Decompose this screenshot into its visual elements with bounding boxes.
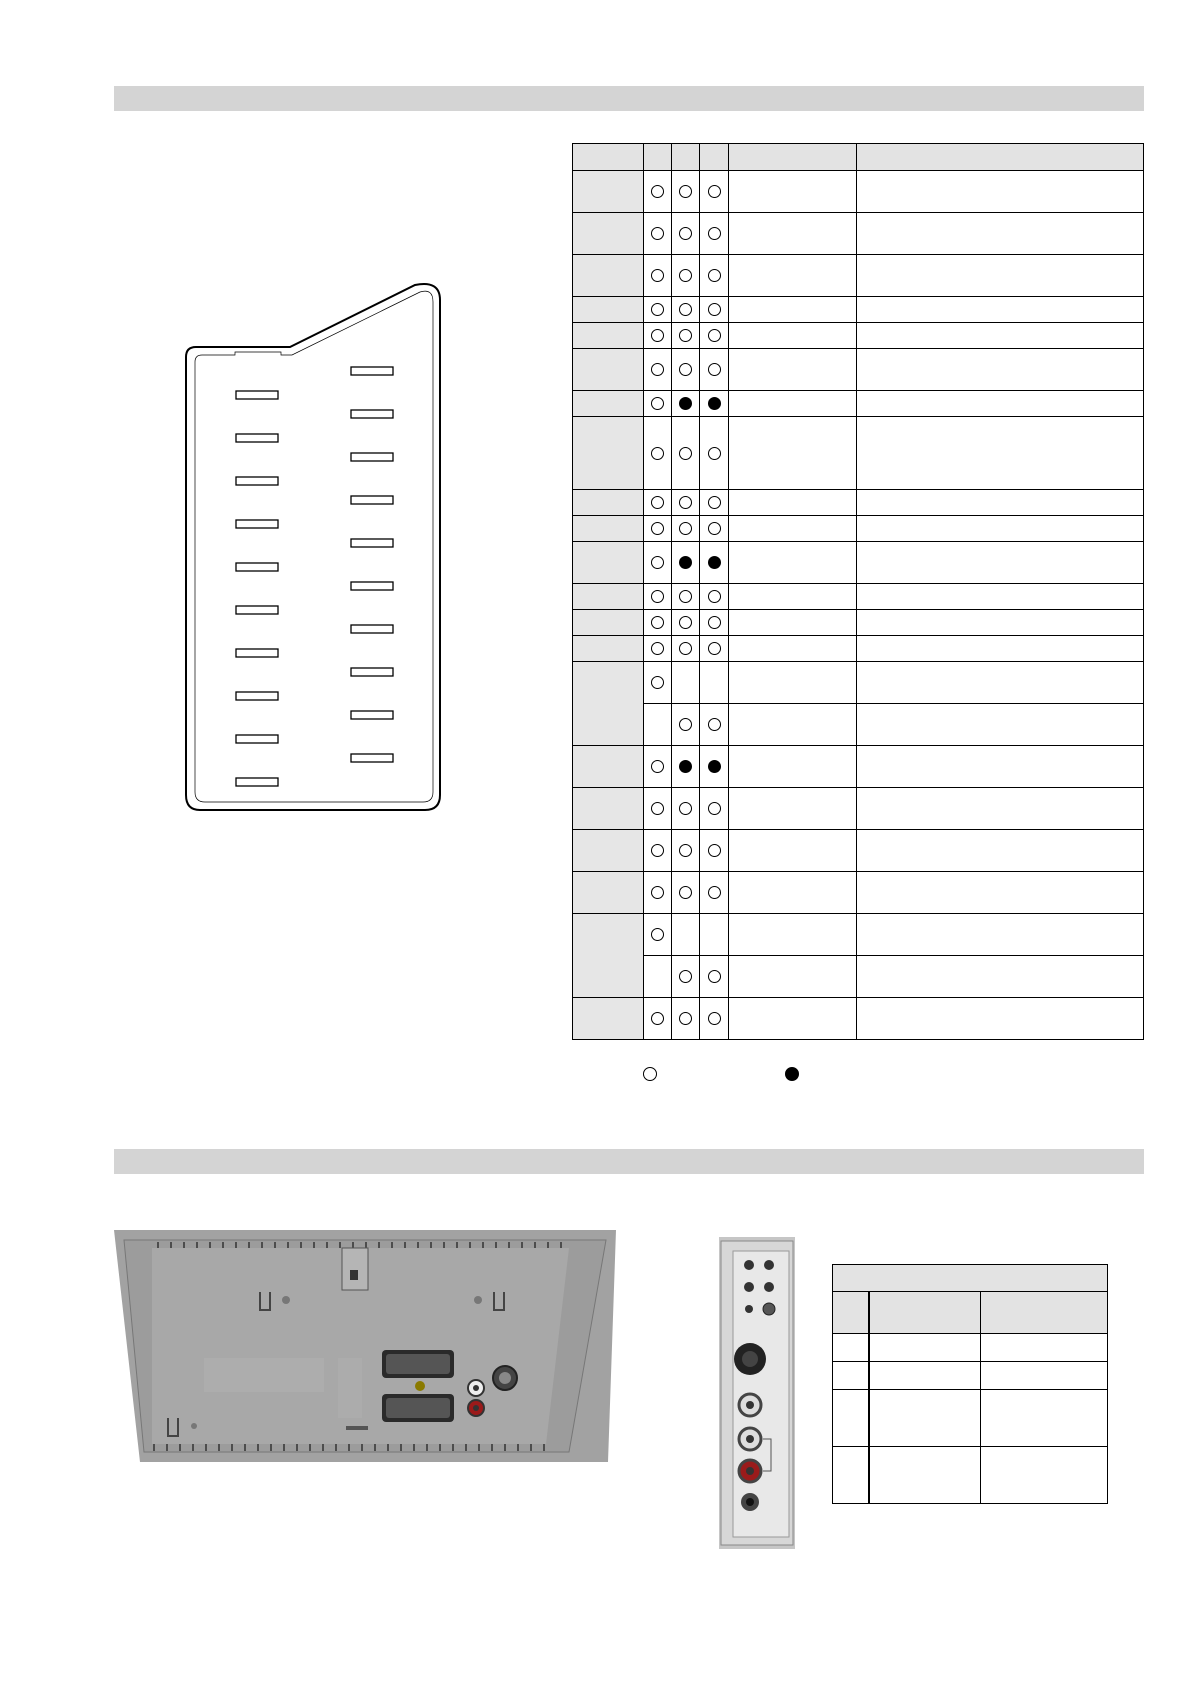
pin-number bbox=[573, 830, 644, 872]
header-pin bbox=[573, 144, 644, 171]
pin-row bbox=[573, 490, 1144, 516]
signal-cell bbox=[729, 391, 857, 417]
signal-cell bbox=[729, 636, 857, 662]
symbol-cell bbox=[644, 872, 672, 914]
open-circle-icon bbox=[651, 616, 664, 629]
level-cell bbox=[857, 746, 1144, 788]
signal-cell bbox=[729, 297, 857, 323]
pin-row bbox=[573, 516, 1144, 542]
scart-pin bbox=[236, 649, 278, 657]
level-cell bbox=[857, 349, 1144, 391]
symbol-cell bbox=[700, 391, 729, 417]
pin-number bbox=[573, 171, 644, 213]
symbol-cell bbox=[672, 255, 700, 297]
filled-circle-icon bbox=[679, 556, 692, 569]
symbol-cell bbox=[644, 490, 672, 516]
pin-row bbox=[573, 636, 1144, 662]
symbol-cell bbox=[672, 830, 700, 872]
open-circle-icon bbox=[651, 886, 664, 899]
symbol-cell bbox=[644, 349, 672, 391]
symbol-cell bbox=[672, 914, 700, 956]
open-circle-icon bbox=[708, 970, 721, 983]
signal-cell bbox=[729, 417, 857, 490]
open-circle-icon bbox=[651, 556, 664, 569]
open-circle-icon bbox=[651, 844, 664, 857]
open-circle-icon bbox=[708, 590, 721, 603]
open-circle-icon bbox=[708, 642, 721, 655]
open-circle-icon bbox=[679, 496, 692, 509]
filled-circle-icon bbox=[679, 397, 692, 410]
side-table-header-signal bbox=[981, 1292, 1108, 1334]
signal-cell bbox=[729, 490, 857, 516]
signal-cell bbox=[729, 746, 857, 788]
scart-pin bbox=[351, 668, 393, 676]
pin-row bbox=[573, 323, 1144, 349]
signal-cell bbox=[729, 788, 857, 830]
symbol-cell bbox=[672, 956, 700, 998]
scart-pin bbox=[236, 778, 278, 786]
pin-row bbox=[573, 914, 1144, 956]
scart-pin bbox=[351, 582, 393, 590]
pin-row bbox=[573, 788, 1144, 830]
open-circle-icon bbox=[708, 522, 721, 535]
open-circle-icon bbox=[651, 642, 664, 655]
level-cell bbox=[857, 391, 1144, 417]
symbol-cell bbox=[672, 516, 700, 542]
scart-pin bbox=[351, 410, 393, 418]
scart-pin bbox=[351, 367, 393, 375]
open-circle-icon bbox=[708, 802, 721, 815]
symbol-cell bbox=[700, 746, 729, 788]
open-circle-icon bbox=[679, 522, 692, 535]
signal-cell bbox=[729, 584, 857, 610]
open-circle-icon bbox=[708, 844, 721, 857]
open-circle-icon bbox=[651, 676, 664, 689]
level-cell bbox=[857, 323, 1144, 349]
symbol-cell bbox=[644, 998, 672, 1040]
pin-number bbox=[573, 391, 644, 417]
open-circle-icon bbox=[651, 447, 664, 460]
pin-row bbox=[573, 297, 1144, 323]
pin-number bbox=[573, 417, 644, 490]
pin-row bbox=[573, 417, 1144, 490]
pin-number bbox=[573, 788, 644, 830]
section-band-bottom bbox=[114, 1149, 1144, 1174]
symbol-cell bbox=[644, 391, 672, 417]
header-col-1 bbox=[644, 144, 672, 171]
symbol-cell bbox=[672, 746, 700, 788]
open-circle-icon bbox=[651, 760, 664, 773]
symbol-cell bbox=[644, 830, 672, 872]
scart-pins-right bbox=[351, 367, 393, 762]
open-circle-icon bbox=[708, 269, 721, 282]
pin-number bbox=[573, 297, 644, 323]
symbol-cell bbox=[644, 297, 672, 323]
open-circle-icon bbox=[679, 303, 692, 316]
open-circle-icon bbox=[679, 269, 692, 282]
scart-pin bbox=[236, 477, 278, 485]
level-cell bbox=[857, 610, 1144, 636]
symbol-cell bbox=[700, 662, 729, 704]
scart-pin bbox=[351, 625, 393, 633]
side-table-header-connector bbox=[869, 1292, 981, 1334]
symbol-cell bbox=[700, 297, 729, 323]
level-cell bbox=[857, 213, 1144, 255]
pin-number bbox=[573, 255, 644, 297]
level-cell bbox=[857, 998, 1144, 1040]
symbol-cell bbox=[672, 490, 700, 516]
pin-number bbox=[573, 610, 644, 636]
pin-table-header bbox=[573, 144, 1144, 171]
pin-number bbox=[573, 914, 644, 998]
side-panel-photo bbox=[719, 1237, 795, 1549]
symbol-cell bbox=[700, 171, 729, 213]
signal-cell bbox=[729, 171, 857, 213]
pin-number bbox=[573, 636, 644, 662]
signal-cell bbox=[729, 704, 857, 746]
open-circle-icon bbox=[679, 970, 692, 983]
symbol-cell bbox=[644, 956, 672, 998]
symbol-cell bbox=[700, 704, 729, 746]
open-circle-icon bbox=[708, 363, 721, 376]
pin-row bbox=[573, 584, 1144, 610]
open-circle-icon bbox=[708, 303, 721, 316]
symbol-cell bbox=[672, 998, 700, 1040]
open-circle-icon bbox=[679, 616, 692, 629]
level-cell bbox=[857, 914, 1144, 956]
symbol-cell bbox=[700, 610, 729, 636]
open-circle-icon bbox=[651, 496, 664, 509]
symbol-cell bbox=[672, 542, 700, 584]
scart-pin bbox=[351, 754, 393, 762]
open-circle-icon bbox=[679, 844, 692, 857]
symbol-cell bbox=[672, 788, 700, 830]
signal-cell bbox=[729, 662, 857, 704]
header-col-2 bbox=[672, 144, 700, 171]
symbol-cell bbox=[700, 788, 729, 830]
symbol-cell bbox=[700, 998, 729, 1040]
symbol-cell bbox=[644, 914, 672, 956]
symbol-cell bbox=[700, 872, 729, 914]
symbol-cell bbox=[700, 349, 729, 391]
symbol-cell bbox=[672, 297, 700, 323]
symbol-cell bbox=[644, 584, 672, 610]
pin-assignment-table bbox=[572, 143, 1144, 1040]
symbol-cell bbox=[700, 417, 729, 490]
symbol-cell bbox=[672, 349, 700, 391]
symbol-cell bbox=[672, 391, 700, 417]
side-table-title bbox=[833, 1265, 1108, 1292]
symbol-cell bbox=[644, 542, 672, 584]
pin-row bbox=[573, 704, 1144, 746]
level-cell bbox=[857, 788, 1144, 830]
open-circle-icon bbox=[651, 227, 664, 240]
open-circle-icon bbox=[708, 227, 721, 240]
side-connector-table bbox=[832, 1264, 1108, 1504]
level-cell bbox=[857, 830, 1144, 872]
open-circle-icon bbox=[708, 496, 721, 509]
scart-connector-diagram bbox=[0, 0, 460, 840]
symbol-cell bbox=[700, 956, 729, 998]
symbol-cell bbox=[644, 516, 672, 542]
symbol-cell bbox=[672, 417, 700, 490]
signal-cell bbox=[729, 516, 857, 542]
open-circle-icon bbox=[679, 1012, 692, 1025]
rear-panel-photo bbox=[114, 1230, 616, 1462]
open-circle-icon bbox=[651, 1012, 664, 1025]
scart-pin bbox=[236, 563, 278, 571]
symbol-cell bbox=[672, 662, 700, 704]
symbol-cell bbox=[700, 490, 729, 516]
scart-pin bbox=[351, 496, 393, 504]
pin-row bbox=[573, 956, 1144, 998]
pin-number bbox=[573, 872, 644, 914]
open-circle-icon bbox=[708, 886, 721, 899]
open-circle-icon bbox=[651, 185, 664, 198]
open-circle-icon bbox=[679, 363, 692, 376]
scart-pin bbox=[236, 735, 278, 743]
level-cell bbox=[857, 255, 1144, 297]
open-circle-icon bbox=[679, 590, 692, 603]
level-cell bbox=[857, 297, 1144, 323]
symbol-cell bbox=[644, 171, 672, 213]
scart-pin bbox=[236, 520, 278, 528]
pin-number bbox=[573, 746, 644, 788]
pin-number bbox=[573, 584, 644, 610]
scart-pin bbox=[351, 453, 393, 461]
open-circle-icon bbox=[679, 886, 692, 899]
signal-cell bbox=[729, 956, 857, 998]
pin-row bbox=[573, 662, 1144, 704]
symbol-cell bbox=[672, 213, 700, 255]
scart-inner-outline bbox=[195, 291, 433, 802]
scart-pin bbox=[236, 692, 278, 700]
level-cell bbox=[857, 704, 1144, 746]
symbol-cell bbox=[672, 636, 700, 662]
open-circle-icon bbox=[679, 227, 692, 240]
symbol-cell bbox=[644, 610, 672, 636]
level-cell bbox=[857, 542, 1144, 584]
open-circle-icon bbox=[679, 185, 692, 198]
symbol-cell bbox=[672, 171, 700, 213]
open-circle-icon bbox=[651, 802, 664, 815]
open-circle-icon bbox=[679, 802, 692, 815]
header-col-3 bbox=[700, 144, 729, 171]
symbol-cell bbox=[644, 704, 672, 746]
open-circle-icon bbox=[708, 329, 721, 342]
pin-row bbox=[573, 349, 1144, 391]
side-table-header-num bbox=[833, 1292, 869, 1334]
signal-cell bbox=[729, 323, 857, 349]
symbol-cell bbox=[700, 323, 729, 349]
filled-circle-icon bbox=[708, 760, 721, 773]
symbol-cell bbox=[672, 584, 700, 610]
open-circle-icon bbox=[651, 303, 664, 316]
open-circle-icon bbox=[708, 616, 721, 629]
signal-cell bbox=[729, 542, 857, 584]
open-circle-icon bbox=[679, 447, 692, 460]
symbol-cell bbox=[700, 542, 729, 584]
open-circle-icon bbox=[708, 1012, 721, 1025]
header-signal bbox=[729, 144, 857, 171]
pin-number bbox=[573, 349, 644, 391]
signal-cell bbox=[729, 213, 857, 255]
filled-circle-icon bbox=[708, 556, 721, 569]
symbol-cell bbox=[644, 255, 672, 297]
level-cell bbox=[857, 490, 1144, 516]
symbol-cell bbox=[672, 323, 700, 349]
symbol-cell bbox=[700, 516, 729, 542]
open-circle-icon bbox=[651, 928, 664, 941]
signal-cell bbox=[729, 998, 857, 1040]
open-circle-icon bbox=[651, 590, 664, 603]
level-cell bbox=[857, 956, 1144, 998]
symbol-cell bbox=[644, 636, 672, 662]
scart-pin bbox=[351, 539, 393, 547]
scart-pin bbox=[236, 434, 278, 442]
open-circle-icon bbox=[708, 185, 721, 198]
symbol-cell bbox=[700, 914, 729, 956]
level-cell bbox=[857, 171, 1144, 213]
scart-pin bbox=[236, 391, 278, 399]
scart-pin bbox=[351, 711, 393, 719]
signal-cell bbox=[729, 872, 857, 914]
pin-number bbox=[573, 662, 644, 746]
pin-number bbox=[573, 998, 644, 1040]
level-cell bbox=[857, 584, 1144, 610]
pin-number bbox=[573, 516, 644, 542]
symbol-cell bbox=[644, 323, 672, 349]
signal-cell bbox=[729, 349, 857, 391]
scart-pin bbox=[236, 606, 278, 614]
level-cell bbox=[857, 662, 1144, 704]
pin-row bbox=[573, 213, 1144, 255]
pin-row bbox=[573, 542, 1144, 584]
filled-circle-icon bbox=[785, 1067, 799, 1081]
pin-number bbox=[573, 213, 644, 255]
open-circle-icon bbox=[679, 718, 692, 731]
pin-row bbox=[573, 610, 1144, 636]
pin-row bbox=[573, 830, 1144, 872]
signal-cell bbox=[729, 610, 857, 636]
open-circle-icon bbox=[651, 363, 664, 376]
pin-number bbox=[573, 542, 644, 584]
open-circle-icon bbox=[651, 397, 664, 410]
pin-row bbox=[573, 255, 1144, 297]
pin-row bbox=[573, 872, 1144, 914]
pin-number bbox=[573, 490, 644, 516]
symbol-cell bbox=[672, 610, 700, 636]
signal-cell bbox=[729, 914, 857, 956]
symbol-cell bbox=[700, 255, 729, 297]
open-circle-icon bbox=[643, 1067, 657, 1081]
symbol-cell bbox=[700, 584, 729, 610]
symbol-cell bbox=[700, 213, 729, 255]
open-circle-icon bbox=[708, 447, 721, 460]
pin-row bbox=[573, 746, 1144, 788]
scart-outline bbox=[186, 284, 440, 810]
pin-row bbox=[573, 391, 1144, 417]
pin-row bbox=[573, 998, 1144, 1040]
level-cell bbox=[857, 636, 1144, 662]
level-cell bbox=[857, 417, 1144, 490]
symbol-cell bbox=[644, 213, 672, 255]
open-circle-icon bbox=[651, 269, 664, 282]
open-circle-icon bbox=[651, 329, 664, 342]
level-cell bbox=[857, 872, 1144, 914]
symbol-cell bbox=[644, 746, 672, 788]
open-circle-icon bbox=[679, 642, 692, 655]
pin-number bbox=[573, 323, 644, 349]
open-circle-icon bbox=[679, 329, 692, 342]
symbol-cell bbox=[644, 788, 672, 830]
pin-row bbox=[573, 171, 1144, 213]
level-cell bbox=[857, 516, 1144, 542]
scart-pins-left bbox=[236, 391, 278, 786]
symbol-cell bbox=[700, 830, 729, 872]
signal-cell bbox=[729, 830, 857, 872]
open-circle-icon bbox=[708, 718, 721, 731]
signal-cell bbox=[729, 255, 857, 297]
symbol-cell bbox=[672, 704, 700, 746]
symbol-cell bbox=[644, 662, 672, 704]
filled-circle-icon bbox=[708, 397, 721, 410]
symbol-cell bbox=[700, 636, 729, 662]
symbol-cell bbox=[644, 417, 672, 490]
filled-circle-icon bbox=[679, 760, 692, 773]
symbol-cell bbox=[672, 872, 700, 914]
open-circle-icon bbox=[651, 522, 664, 535]
header-level bbox=[857, 144, 1144, 171]
